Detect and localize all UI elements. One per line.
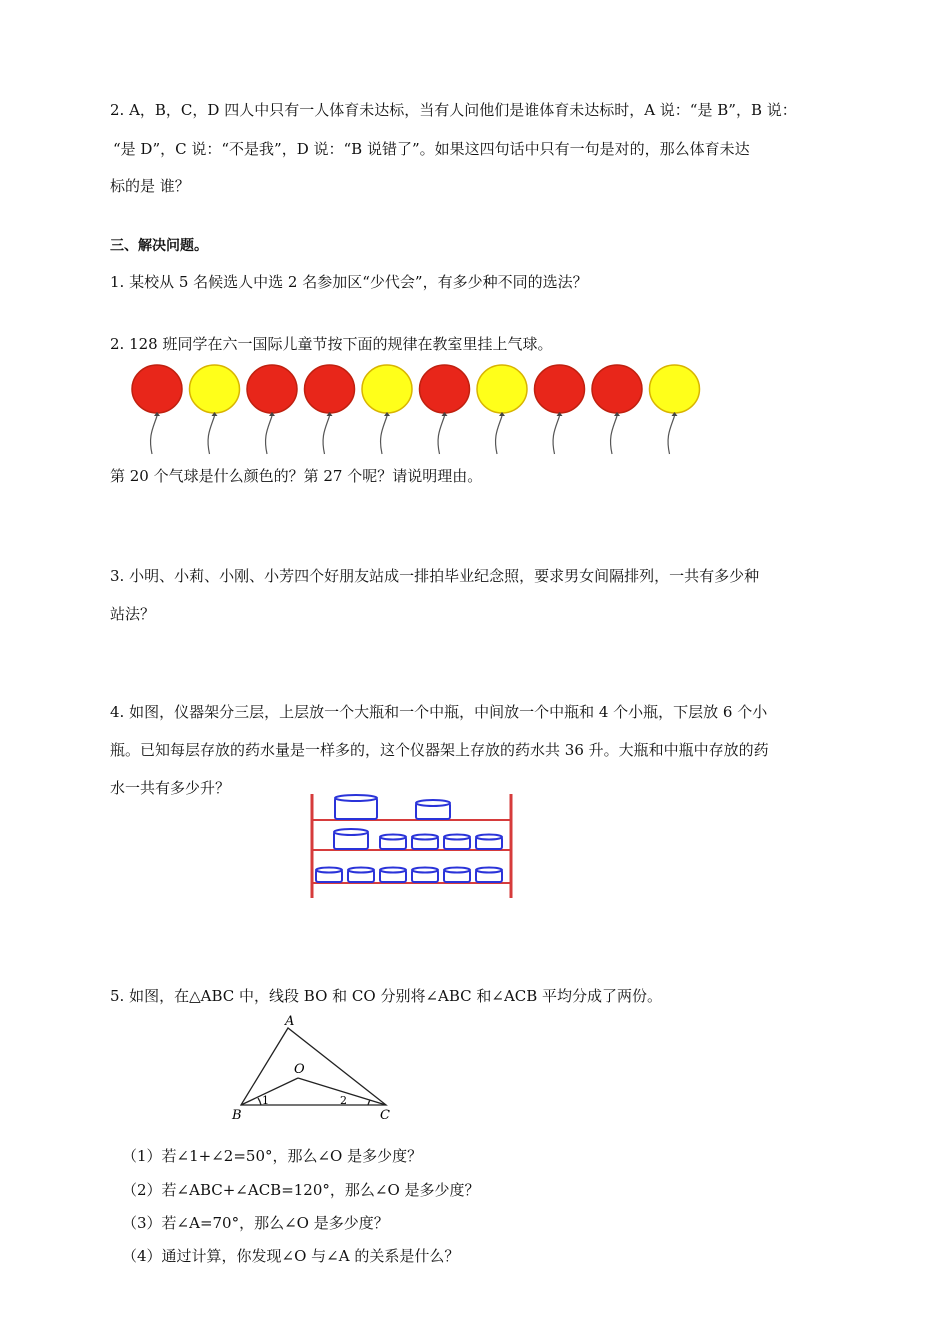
label-angle-2: 2 xyxy=(340,1094,347,1107)
balloon-yellow xyxy=(362,365,412,454)
label-c: C xyxy=(380,1108,390,1123)
section-heading: 三、解决问题。 xyxy=(110,238,208,254)
balloon-row-figure xyxy=(128,362,708,457)
s3-q1-text: 1. 某校从 5 名候选人中选 2 名参加区“少代会”，有多少种不同的选法？ xyxy=(110,273,588,291)
label-o: O xyxy=(294,1062,305,1077)
s3-q2-text: 2. 128 班同学在六一国际儿童节按下面的规律在教室里挂上气球。 xyxy=(110,335,553,353)
s3-q2-followup: 第 20 个气球是什么颜色的？第 27 个呢？请说明理由。 xyxy=(110,467,483,485)
s3-q5-text: 5. 如图，在△ABC 中，线段 BO 和 CO 分别将∠ABC 和∠ACB 平均分成了两份。 xyxy=(110,987,663,1005)
q2-line-2: “是 D”，C 说：“不是我”，D 说：“B 说错了”。如果这四句话中只有一句是对的，那么体育未达 xyxy=(113,140,750,158)
s3-q5-sub-3: （3）若∠A=70°，那么∠O 是多少度？ xyxy=(122,1214,389,1232)
balloon-yellow xyxy=(477,365,527,454)
balloon-red xyxy=(132,365,182,454)
balloon-red xyxy=(305,365,355,454)
q2-line-1: 2. A，B，C，D 四人中只有一人体育未达标，当有人问他们是谁体育未达标时，A 说：“是 B”，B 说： xyxy=(110,101,797,119)
balloon-red xyxy=(247,365,297,454)
s3-q4-line-1: 4. 如图，仪器架分三层，上层放一个大瓶和一个中瓶，中间放一个中瓶和 4 个小瓶，下层放 6 个小 xyxy=(110,703,768,721)
balloon-yellow xyxy=(650,365,700,454)
balloon-red xyxy=(592,365,642,454)
s3-q5-sub-1: （1）若∠1+∠2=50°，那么∠O 是多少度？ xyxy=(122,1147,423,1165)
label-b: B xyxy=(232,1108,242,1123)
label-a: A xyxy=(285,1014,295,1029)
s3-q3-line-2: 站法？ xyxy=(110,605,156,623)
s3-q3-line-1: 3. 小明、小莉、小刚、小芳四个好朋友站成一排拍毕业纪念照，要求男女间隔排列，一共有多少种 xyxy=(110,567,760,585)
instrument-shelf-figure xyxy=(300,788,530,903)
s3-q5-sub-4: （4）通过计算，你发现∠O 与∠A 的关系是什么？ xyxy=(122,1247,460,1265)
balloon-red xyxy=(420,365,470,454)
s3-q4-line-3: 水一共有多少升？ xyxy=(110,779,231,797)
balloon-red xyxy=(535,365,585,454)
s3-q5-sub-2: （2）若∠ABC+∠ACB=120°，那么∠O 是多少度？ xyxy=(122,1181,480,1199)
label-angle-1: 1 xyxy=(262,1094,269,1107)
triangle-abc-figure xyxy=(228,1012,398,1124)
q2-line-3: 标的是 谁？ xyxy=(110,177,190,195)
s3-q4-line-2: 瓶。已知每层存放的药水量是一样多的，这个仪器架上存放的药水共 36 升。大瓶和中瓶中存放的药 xyxy=(110,741,769,759)
balloon-yellow xyxy=(190,365,240,454)
